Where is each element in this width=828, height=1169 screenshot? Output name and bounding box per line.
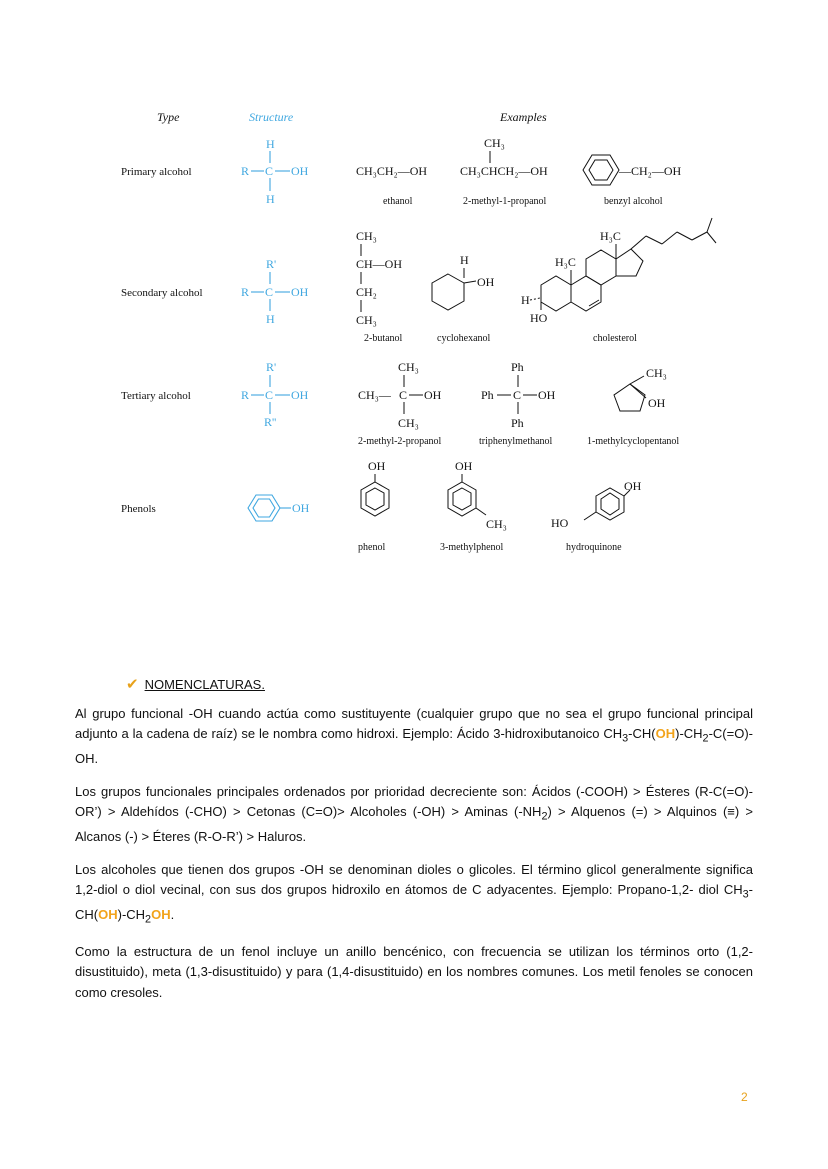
svg-text:OH: OH [291,388,309,402]
svg-text:—CH₂—OH: —CH₂—OH [619,164,682,178]
svg-text:OH: OH [291,164,309,178]
svg-text:CH₃: CH₃ [646,366,667,380]
butanol-example [356,229,403,344]
svg-text:R': R' [266,360,277,374]
svg-text:H₃C: H₃C [555,255,576,269]
svg-text:C: C [399,388,408,402]
svg-text:OH: OH [648,396,666,410]
svg-text:HO: HO [530,311,548,325]
page-number: 2 [741,1090,748,1104]
methylphenol-example [440,459,507,553]
row-label-tertiary: Tertiary alcohol [121,390,191,402]
row-label-primary: Primary alcohol [121,166,192,178]
svg-text:CH₃: CH₃ [486,517,507,531]
svg-text:CH₃: CH₃ [398,416,419,430]
paragraph-hidroxi: Al grupo funcional -OH cuando actúa como sustituyente (cualquier grupo que no sea el grupo funcional principal adjunto a la cadena de raíz) se le nombra como hidroxi. Ejemplo: Ácido 3-hidroxibutanoico $CH_3-CH(OH)-CH_2-C(=O)-OH$. [75,706,753,767]
caption-ethanol: ethanol [383,196,413,207]
svg-text:OH: OH [624,479,642,493]
header-type: Type [157,110,180,124]
svg-text:H: H [266,192,275,206]
caption-methylphenol: 3-methylphenol [440,542,504,553]
caption-butanol: 2-butanol [364,333,403,344]
row-label-phenols: Phenols [121,503,156,515]
hydroquinone-example [551,479,642,553]
svg-text:Ph: Ph [481,388,494,402]
svg-text:R: R [241,164,250,178]
svg-text:R: R [241,285,250,299]
caption-triphenylmethanol: triphenylmethanol [479,436,553,447]
primary-alcohol-structure [241,137,309,206]
svg-text:C: C [265,285,274,299]
header-structure: Structure [249,110,294,124]
secondary-alcohol-structure [241,257,309,326]
caption-methylcyclopentanol: 1-methylcyclopentanol [587,436,680,447]
svg-text:H: H [521,293,530,307]
body-text [75,704,753,1015]
caption-methylpropanol: 2-methyl-1-propanol [463,196,547,207]
caption-methyl-2-propanol: 2-methyl-2-propanol [358,436,442,447]
methylpropanol-tertiary-example [358,360,442,447]
svg-text:CH₃: CH₃ [356,229,377,243]
svg-text:H₃C: H₃C [600,229,621,243]
svg-text:CH₃CHCH₂—OH: CH₃CHCH₂—OH [460,164,548,178]
caption-benzyl: benzyl alcohol [604,196,663,207]
row-label-secondary: Secondary alcohol [121,287,203,299]
svg-text:H: H [266,137,275,151]
svg-text:C: C [265,388,274,402]
svg-text:CH₃CH₂—OH: CH₃CH₂—OH [356,164,428,178]
svg-text:OH: OH [538,388,556,402]
methylpropanol-example [460,136,548,207]
caption-cholesterol: cholesterol [593,333,637,344]
svg-text:CH₃—: CH₃— [358,388,391,402]
section-title: NOMENCLATURAS. [144,676,265,692]
svg-text:OH: OH [455,459,473,473]
svg-text:R'': R'' [264,415,277,429]
svg-text:C: C [513,388,522,402]
ethanol-example [356,164,427,207]
caption-cyclohexanol: cyclohexanol [437,333,491,344]
triphenylmethanol-example [479,360,556,447]
caption-hydroquinone: hydroquinone [566,542,622,553]
svg-text:OH: OH [477,275,495,289]
svg-text:OH: OH [424,388,442,402]
svg-text:R: R [241,388,250,402]
cholesterol-example [521,218,716,344]
svg-text:Ph: Ph [511,360,524,374]
methylcyclopentanol-example [587,366,679,447]
svg-text:Ph: Ph [511,416,524,430]
cyclohexanol-example [432,253,495,344]
svg-text:CH—OH: CH—OH [356,257,403,271]
svg-text:OH: OH [292,501,310,515]
checkmark-icon: ✔ [126,676,139,693]
header-examples: Examples [500,110,547,124]
svg-text:CH₃: CH₃ [356,313,377,327]
svg-text:C: C [265,164,274,178]
phenol-generic-structure [248,495,310,521]
svg-text:CH₃: CH₃ [484,136,505,150]
svg-text:CH₂: CH₂ [356,285,377,299]
phenol-example [358,459,389,553]
section-heading [126,675,265,693]
caption-phenol: phenol [358,542,386,553]
svg-text:R': R' [266,257,277,271]
svg-text:H: H [266,312,275,326]
svg-text:OH: OH [368,459,386,473]
paragraph-prioridad: Los grupos funcionales principales ordenados por prioridad decreciente son: Ácidos (-COOH) > Ésteres (R-C(=O)-OR’) > Aldehídos (-CHO) > Cetonas (C=O)> Alcoholes (-OH) > Aminas $(-NH_2)$ > Alquenos (=) > Alquinos (≡) > Alcanos (-) > Éteres (R-O-R’) > Haluros. [75,783,753,845]
paragraph-dioles: Los alcoholes que tienen dos grupos -OH se denominan dioles o glicoles. El término glicol generalmente significa 1,2-diol o diol vecinal, con sus dos grupos hidroxilo en átomos de C adyacentes. Ejemplo: Propano-1,2- diol $CH_3-CH(OH)-CH_2OH$. [75,861,753,926]
svg-text:H: H [460,253,469,267]
tertiary-alcohol-structure [241,360,309,429]
paragraph-fenoles: Como la estructura de un fenol incluye un anillo bencénico, con frecuencia se utilizan los términos orto (1,2-disustituido), meta (1,3-disustituido) y para (1,4-disustituido) en los nombres comunes. Los metil fenoles se conocen como cresoles. [75,944,753,1000]
svg-text:CH₃: CH₃ [398,360,419,374]
svg-text:HO: HO [551,516,569,530]
svg-text:OH: OH [291,285,309,299]
benzyl-alcohol-example [583,155,682,207]
